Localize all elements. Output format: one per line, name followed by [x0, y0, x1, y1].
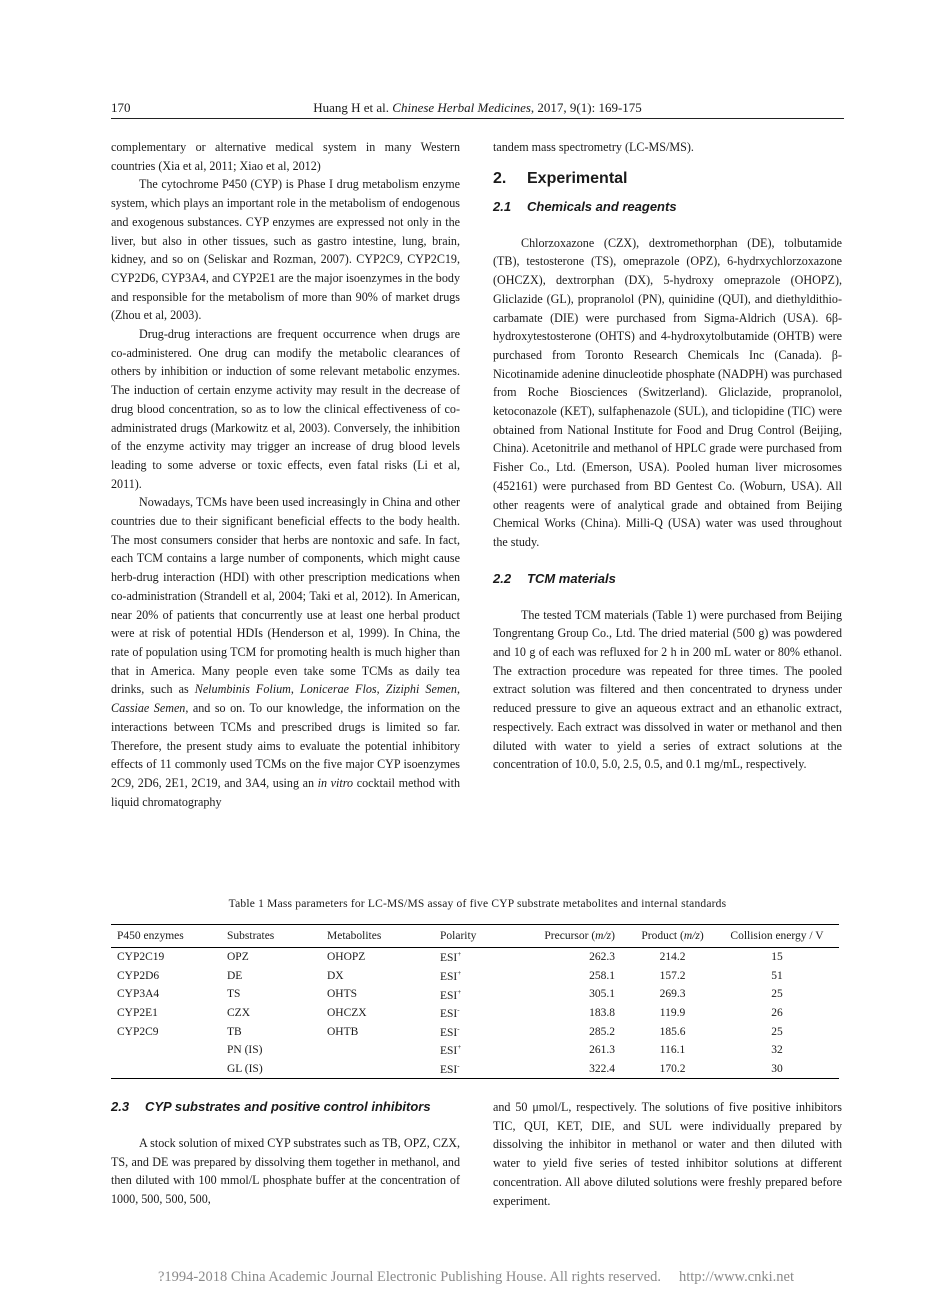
- table-cell: 25: [771, 1025, 783, 1038]
- paragraph-drug-interactions: Drug-drug interactions are frequent occurrence when drugs are co-administered. One drug can modify the metabolic clearances of others by inhibition or induction of some relevant metabolic enzymes. The induction of certain enzyme activity may result in the decrease of drug blood concentration, so as to low the clinical effectiveness of co-administrated drugs (Markowitz et al, 2003). Conversely, the inhibition of the enzyme activity may trigger an increase of drug blood levels leading to some adverse or toxic effects, even fatal risks (Li et al, 2011).: [111, 327, 460, 491]
- subsection-title: CYP substrates and positive control inhibitors: [145, 1099, 431, 1114]
- table-cell: GL (IS): [227, 1062, 263, 1075]
- table-row: [111, 985, 839, 1004]
- table-container: [111, 924, 839, 1079]
- in-vitro-term: in vitro: [317, 775, 354, 790]
- table-cell: 214.2: [659, 951, 686, 964]
- paragraph-tcm-materials: The tested TCM materials (Table 1) were purchased from Beijing Tongrentang Group Co., Ltd. The dried material (500 g) was powdered and 10 g of each was refluxed for 2 h in 200 mL water or 80% ethanol. The extraction procedure was repeated for three times. The pooled extract solution was filtered and then concentrated to dryness under reduced pressure to give an aqueous extract and an ethanolic extract, respectively. Each extract was dissolved in water or methanol and then diluted with water to yield a series of extract solutions at the concentration of 10.0, 5.0, 2.5, 0.5, and 0.1 mg/mL, respectively.: [493, 607, 842, 772]
- journal-name: Chinese Herbal Medicines: [392, 100, 531, 115]
- header-rule: [111, 118, 844, 119]
- section-title: Experimental: [527, 169, 628, 187]
- subsection-number: 2.1: [493, 198, 512, 214]
- subsection-heading-chemicals: [493, 198, 842, 216]
- herb-name: Ziziphi Semen: [385, 682, 457, 697]
- table-cell: DE: [227, 969, 243, 982]
- table-cell: ESI+: [440, 987, 462, 1002]
- table-cell: 170.2: [659, 1062, 686, 1075]
- section-heading-experimental: [493, 169, 842, 189]
- paragraph-cyp450: The cytochrome P450 (CYP) is Phase I drug metabolism enzyme system, which plays an important role in the metabolism of endogenous and exogenous substances. CYP enzymes are expressed not only in the liver, but also in other tissues, such as gastro intestine, lung, brain, kidney, and so on (Seliskar and Rozman, 2007). CYP2C9, CYP2C19, CYP2D6, CYP3A4, and CYP2E1 are the major isoenzymes in the body and responsible for the metabolism of more than 90% of market drugs (Zhou et al, 2003).: [111, 177, 460, 323]
- table-cell: 26: [771, 1007, 783, 1020]
- table-cell: CYP2C19: [117, 951, 165, 964]
- journal-citation: [111, 100, 844, 116]
- table-cell: 269.3: [659, 988, 686, 1001]
- table-cell: PN (IS): [227, 1044, 263, 1057]
- table-cell: CYP2C9: [117, 1025, 159, 1038]
- citation-volume: , 2017, 9(1): 169-175: [530, 100, 642, 115]
- text-run: Nowadays, TCMs have been used increasingly in China and other countries due to their significant beneficial effects to the body health. The most consumers consider that herbs are nontoxic and safe. In fact, each TCM contains a large number of components, which might cause herb-drug interaction (HDI) with other prescription medications when co-administration (Strandell et al, 2004; Taki et al, 2012). In American, near 20% of patients that concurrently use at least one herbal product were at risk of potential HDIs (Henderson et al, 1999). In China, the rate of population using TCM for promoting health is much higher than that in America. Many people even take some TCMs as daily tea drinks, such as: [111, 495, 460, 697]
- table-cell: CYP2E1: [117, 1007, 158, 1020]
- table-cell: CYP3A4: [117, 988, 160, 1001]
- table-cell: 30: [771, 1062, 783, 1075]
- table-cell: OHTB: [327, 1025, 359, 1038]
- herb-name: Cassiae Semen: [111, 701, 186, 716]
- table-cell: 183.8: [589, 1007, 615, 1020]
- column-header: Product (m/z): [641, 930, 704, 942]
- page-number: 170: [111, 100, 131, 115]
- herb-name: Nelumbinis Folium: [194, 682, 291, 697]
- text-run: , and so on. To our knowledge, the information on the interactions between TCMs and prescribed drugs is limited so far. Therefore, the present study aims to evaluate the potential inhibitory effects of 11 commonly used TCMs on the five major CYP isoenzymes 2C9, 2D6, 2E1, 2C19, and 3A4, using an: [111, 701, 460, 790]
- table-cell: 25: [771, 988, 783, 1001]
- table-cell: OHOPZ: [327, 951, 366, 964]
- paragraph-tcm-usage: Nowadays, TCMs have been used increasingly in China and other countries due to their significant beneficial effects to the body health. The most consumers consider that herbs are nontoxic and safe. In fact, each TCM contains a large number of components, which might cause herb-drug interaction (HDI) with other prescription medications when co-administration (Strandell et al, 2004; Taki et al, 2012). In American, near 20% of patients that concurrently use at least one herbal product were at risk of potential HDIs (Henderson et al, 1999). In China, the rate of population using TCM for promoting health is much higher than that in America. Many people even take some TCMs as daily tea drinks, such as Nelumbinis Folium, Lonicerae Flos, Ziziphi Semen, Cassiae Semen, and so on. To our knowledge, the information on the interactions between TCMs and prescribed drugs is limited so far. Therefore, the present study aims to evaluate the potential inhibitory effects of 11 commonly used TCMs on the five major CYP isoenzymes 2C9, 2D6, 2E1, 2C19, and 3A4, using an in vitro cocktail method with liquid chromatography: [111, 495, 461, 809]
- section-number: 2.: [493, 169, 507, 187]
- table-cell: CZX: [227, 1007, 250, 1020]
- column-header: P450 enzymes: [117, 930, 184, 942]
- table-row: [111, 1060, 839, 1079]
- table-caption: Table 1 Mass parameters for LC-MS/MS assay of five CYP substrate metabolites and internal standards: [228, 898, 727, 910]
- cnki-url: http://www.cnki.net: [678, 1269, 794, 1285]
- table-cell: 51: [771, 969, 783, 982]
- table-cell: OPZ: [227, 951, 249, 964]
- column-header: Collision energy / V: [730, 930, 824, 942]
- column-header: Substrates: [227, 930, 275, 942]
- left-column: [111, 138, 460, 811]
- subsection-title: TCM materials: [527, 570, 616, 586]
- table-row: [111, 1022, 839, 1041]
- table-cell: [111, 1041, 227, 1060]
- table-cell: 262.3: [589, 951, 615, 964]
- subsection-heading-tcm-materials: [493, 570, 842, 588]
- table-cell: 185.6: [659, 1025, 686, 1038]
- table-row: [111, 967, 839, 986]
- table-cell: [327, 1041, 440, 1060]
- right-column-lower: [493, 1098, 842, 1210]
- table-cell: 305.1: [589, 988, 615, 1001]
- running-header: [111, 100, 844, 118]
- table-cell: ESI+: [440, 968, 462, 983]
- table-cell: [111, 1060, 227, 1079]
- subsection-heading-cyp-substrates: [111, 1098, 460, 1116]
- table-cell: CYP2D6: [117, 969, 160, 982]
- column-header: Polarity: [440, 930, 477, 942]
- table-cell: 15: [771, 951, 783, 964]
- right-column: [493, 138, 842, 774]
- herb-name: Lonicerae Flos: [299, 682, 377, 697]
- table-cell: OHCZX: [327, 1007, 367, 1020]
- subsection-number: 2.2: [493, 570, 512, 586]
- subsection-title: Chemicals and reagents: [527, 198, 677, 214]
- table-cell: 119.9: [659, 1007, 686, 1020]
- table-cell: 285.2: [589, 1025, 615, 1038]
- table-cell: 322.4: [589, 1062, 615, 1075]
- table-cell: 116.1: [659, 1044, 686, 1057]
- column-header: Precursor (m/z): [544, 930, 615, 942]
- page-footer: [0, 1269, 952, 1286]
- subsection-number: 2.3: [111, 1099, 130, 1114]
- table-cell: ESI-: [440, 1006, 460, 1020]
- table-cell: ESI+: [440, 1043, 462, 1058]
- table-row: [111, 948, 839, 967]
- table-cell: ESI-: [440, 1024, 460, 1039]
- table-cell: DX: [327, 969, 344, 982]
- table-cell: 261.3: [589, 1044, 615, 1057]
- paragraph-chemicals: Chlorzoxazone (CZX), dextromethorphan (DE), tolbutamide (TB), testosterone (TS), omeprazole (OPZ), 6-hydrxychlorzoxazone (OHCZX), dextrorphan (DX), 5-hydroxy omeprazole (OHOPZ), Gliclazide (GL), propranolol (PN), quinidine (QUI), and diethyldithio-carbamate (DIE) were purchased from Sigma-Aldrich (USA). 6β-hydroxytestosterone (OHTS) and 4-hydroxytolbutamide (OHTB) were purchased from Toronto Research Chemicals Inc (Canada). β-Nicotinamide adenine dinucleotide phosphate (NADPH) was purchased from Roche Biosciences (Switzerland). Gliclazide, propranolol, ketoconazole (KET), sulfaphenazole (SUL), and ticlopidine (TIC) were obtained from National Institute for Food and Drug Control (Beijing, China). Acetonitrile and methanol of HPLC grade were purchased from Fisher Co., Ltd. (Emerson, USA). Pooled human liver microsomes (452161) were purchased from BD Gentest Co. (Woburn, USA). All other reagents were of analytical grade and obtained from Beijing Chemical Works (China). Milli-Q (USA) water was used throughout the study.: [493, 235, 842, 549]
- mass-parameters-table: [111, 924, 839, 1079]
- table-header-row: [111, 925, 839, 948]
- column-header: Metabolites: [327, 930, 382, 942]
- table-cell: TS: [227, 988, 241, 1001]
- paragraph-continued: complementary or alternative medical system in many Western countries (Xia et al, 2011; Xiao et al, 2012): [111, 140, 460, 173]
- table-row: [111, 1004, 839, 1023]
- table-cell: 157.2: [659, 969, 686, 982]
- paragraph-inhibitors: and 50 μmol/L, respectively. The solutions of five positive inhibitors TIC, QUI, KET, DIE, and SUL were individually prepared by dissolving the inhibitor in methanol or water and then diluted with water to yield five series of tested inhibitor solutions at different concentration. All above diluted solutions were freshly prepared before experiment.: [493, 1100, 842, 1208]
- left-column-lower: [111, 1098, 460, 1209]
- paragraph-stock-solution: A stock solution of mixed CYP substrates such as TB, OPZ, CZX, TS, and DE was prepared by dissolving them together in methanol, and then diluted with 100 mmol/L phosphate buffer at the concentration of 1000, 500, 500, 500,: [111, 1136, 460, 1207]
- table-cell: ESI-: [440, 1061, 460, 1076]
- paragraph-continued-right: tandem mass spectrometry (LC-MS/MS).: [493, 140, 694, 154]
- table-cell: ESI+: [440, 950, 462, 965]
- table-cell: 258.1: [589, 969, 615, 982]
- citation-authors: Huang H et al.: [313, 100, 393, 115]
- text-run: cocktail method with liquid chromatography: [111, 775, 460, 809]
- table-row: [111, 1041, 839, 1060]
- table-cell: OHTS: [327, 988, 358, 1001]
- table-cell: TB: [227, 1025, 242, 1038]
- table-cell: [327, 1060, 440, 1079]
- table-cell: 32: [771, 1044, 783, 1057]
- copyright-notice: ?1994-2018 China Academic Journal Electronic Publishing House. All rights reserved.: [157, 1269, 661, 1285]
